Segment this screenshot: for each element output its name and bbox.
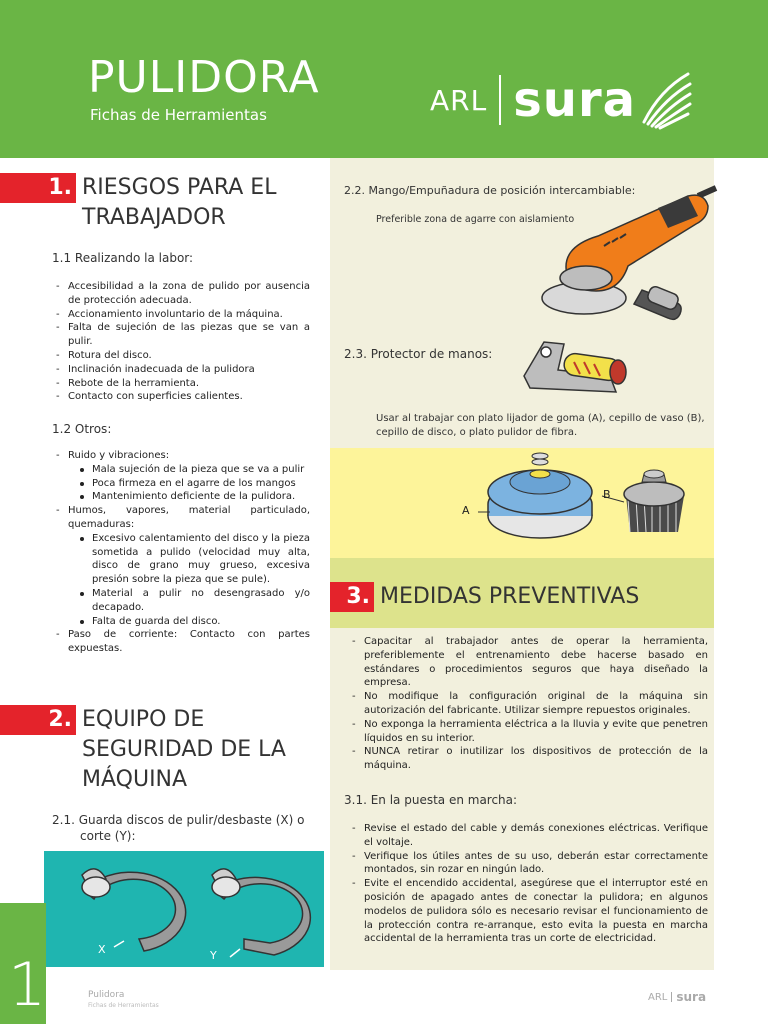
startup-list <box>348 822 708 946</box>
section2-heading <box>0 705 286 795</box>
arl-sura-logo <box>430 72 692 128</box>
list-item-text: Humos, vapores, material particulado, quemaduras: <box>68 505 310 530</box>
header-banner <box>0 0 768 158</box>
list-item <box>52 504 310 628</box>
section3-heading <box>330 582 639 612</box>
sura-wing-icon <box>640 70 692 130</box>
subsection-1-2: 1.2 Otros: <box>52 422 112 436</box>
footer-subtitle: Fichas de Herramientas <box>88 1002 159 1009</box>
list-item: - Rebote de la herramienta. <box>52 377 310 391</box>
list-item: - Verifique los útiles antes de su uso, deberán estar correctamente montados, sin rozar en ningún lado. <box>348 850 708 878</box>
list-item: Falta de guarda del disco. <box>76 615 310 629</box>
list-item: - Accesibilidad a la zona de pulido por ausencia de protección adecuada. <box>52 280 310 308</box>
list-item: - Falta de sujeción de las piezas que se van a pulir. <box>52 321 310 349</box>
section2-title-line1: EQUIPO DE <box>82 707 205 732</box>
section1-heading <box>0 173 276 233</box>
subsection-2-3: 2.3. Protector de manos: <box>344 347 493 361</box>
list-item: - Paso de corriente: Contacto con partes expuestas. <box>52 628 310 656</box>
disc-guards-icon <box>44 851 324 967</box>
risk-list-1 <box>52 280 310 404</box>
section2-title-line2: SEGURIDAD DE LA <box>82 737 286 762</box>
label-y: Y <box>210 949 217 962</box>
label-b: B <box>603 488 611 501</box>
disc-guard-illustration <box>44 851 324 967</box>
sublist <box>76 532 310 629</box>
list-item: - Capacitar al trabajador antes de operar la herramienta, preferiblemente el entrenamiento debe hacerse basado en estándares o procedimientos seguros que haya diseñado la empresa. <box>348 635 708 690</box>
list-item: - Accionamiento involuntario de la máquina. <box>52 308 310 322</box>
footer-logo-separator <box>671 992 672 1002</box>
list-item: - Contacto con superficies calientes. <box>52 390 310 404</box>
logo-sura-text: sura <box>513 72 637 128</box>
hand-guard-icon <box>520 336 630 400</box>
subsection-2-1-line2: corte (Y): <box>80 829 136 843</box>
list-item: Mala sujeción de la pieza que se va a pulir <box>76 463 310 477</box>
footer-logo-sura: sura <box>676 990 707 1004</box>
label-a: A <box>462 504 470 517</box>
section3-title: MEDIDAS PREVENTIVAS <box>380 584 640 609</box>
footer-title: Pulidora <box>88 990 125 1000</box>
list-item: - NUNCA retirar o inutilizar los dispositivos de protección de la máquina. <box>348 745 708 773</box>
section1-title-line2: TRABAJADOR <box>82 205 226 230</box>
footer-logo <box>648 990 706 1004</box>
list-item-text: Ruido y vibraciones: <box>68 450 170 461</box>
section3-number: 3. <box>330 582 374 612</box>
document-subtitle: Fichas de Herramientas <box>90 106 267 124</box>
section1-title-line1: RIESGOS PARA EL <box>82 175 277 200</box>
section2-title-wrap <box>76 705 286 795</box>
section1-title-wrap <box>76 173 276 233</box>
list-item: Poca firmeza en el agarre de los mangos <box>76 477 310 491</box>
subsection-2-2-note: Preferible zona de agarre con aislamiento <box>376 214 575 225</box>
document-title: PULIDORA <box>88 52 320 103</box>
subsection-1-1: 1.1 Realizando la labor: <box>52 251 194 265</box>
risk-list-2 <box>52 449 310 656</box>
subsection-2-1-line1: 2.1. Guarda discos de pulir/desbaste (X) o <box>52 813 305 827</box>
list-item: Excesivo calentamiento del disco y la pieza sometida a pulido (velocidad muy alta, disco de grano muy grueso, excesiva presión sobre la pieza que se pule). <box>76 532 310 587</box>
list-item: - Revise el estado del cable y demás conexiones eléctricas. Verifique el voltaje. <box>348 822 708 850</box>
list-item: Material a pulir no desengrasado y/o decapado. <box>76 587 310 615</box>
label-x: X <box>98 943 106 956</box>
section2-title-line3: MÁQUINA <box>82 767 188 792</box>
logo-separator <box>499 75 501 125</box>
list-item: Mantenimiento deficiente de la pulidora. <box>76 490 310 504</box>
list-item: - No modifique la configuración original de la máquina sin autorización del fabricante. Utilizar siempre repuestos originales. <box>348 690 708 718</box>
list-item: - Rotura del disco. <box>52 349 310 363</box>
list-item: - Evite el encendido accidental, asegúrese que el interruptor esté en posición de apagado antes de conectar la pulidora; en algunos modelos de pulidora sólo es necesario revisar el funcionamiento de la protección contra re-arranque, esto evita la puesta en marcha accidental de la herramienta tras un corte de electricidad. <box>348 877 708 946</box>
grinder-illustration-icon <box>538 178 718 338</box>
section2-number: 2. <box>0 705 76 735</box>
accessories-illustration-icon <box>478 446 708 556</box>
sublist <box>76 463 310 504</box>
list-item: - Inclinación inadecuada de la pulidora <box>52 363 310 377</box>
subsection-3-1: 3.1. En la puesta en marcha: <box>344 793 518 807</box>
list-item <box>52 449 310 504</box>
list-item: - No exponga la herramienta eléctrica a la lluvia y evite que penetren líquidos en su interior. <box>348 718 708 746</box>
footer-logo-arl: ARL <box>648 991 668 1003</box>
preventive-list <box>348 635 708 773</box>
page-number: 1 <box>8 950 47 1020</box>
subsection-2-2: 2.2. Mango/Empuñadura de posición intercambiable: <box>344 184 636 197</box>
subsection-2-3-note: Usar al trabajar con plato lijador de goma (A), cepillo de vaso (B), cepillo de disco, o plato pulidor de fibra. <box>376 413 705 438</box>
logo-arl-text: ARL <box>430 83 488 117</box>
section1-number: 1. <box>0 173 76 203</box>
subsection-2-1 <box>52 812 322 844</box>
